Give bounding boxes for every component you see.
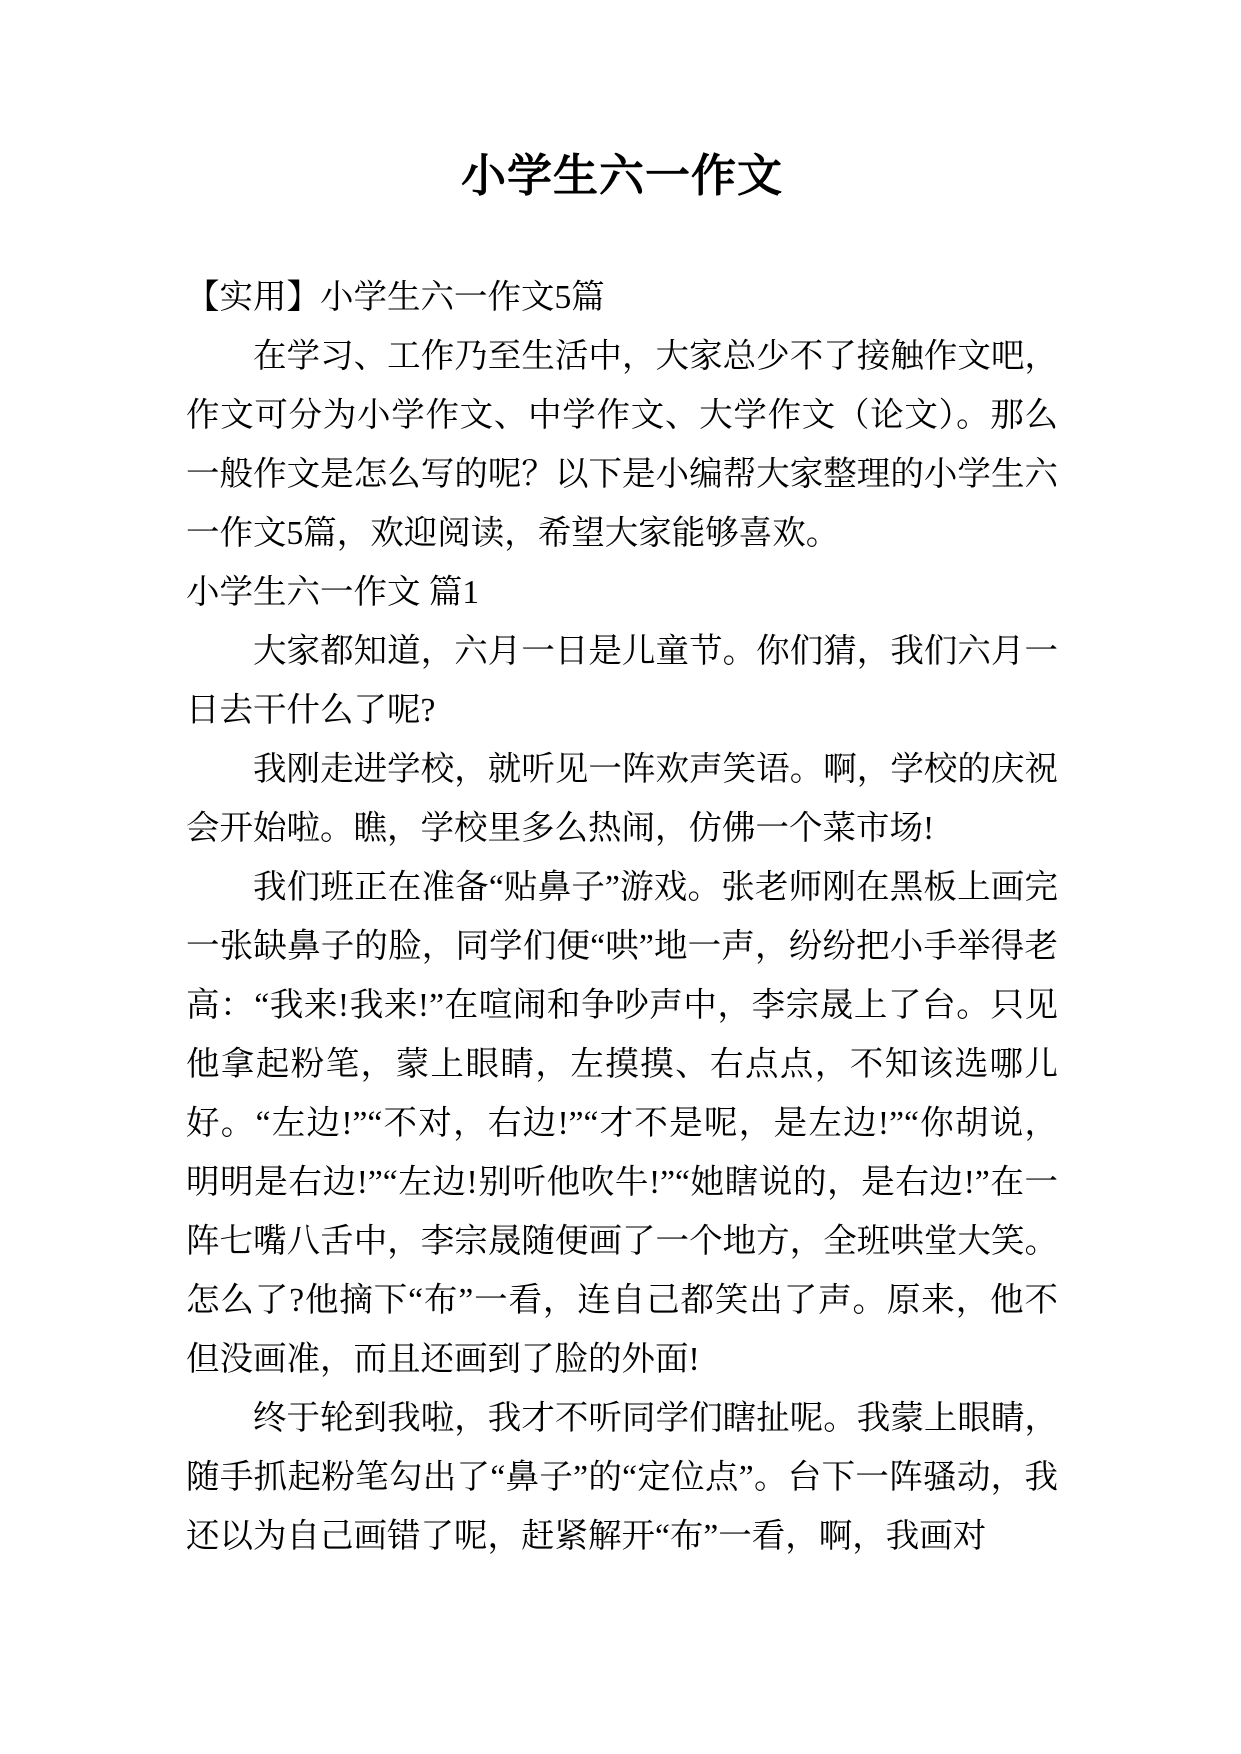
paragraph-body-1: 大家都知道，六月一日是儿童节。你们猜，我们六月一日去干什么了呢? [186,633,1058,729]
document-title-text: 小学生六一作文 [460,151,783,201]
paragraph-intro: 在学习、工作乃至生活中，大家总少不了接触作文吧，作文可分为小学作文、中学作文、大学作文（论文）。那么一般作文是怎么写的呢？以下是小编帮大家整理的小学生六一作文5篇，欢迎阅读，希望大家能够喜欢。 [186,338,1058,552]
paragraph-body-2: 我刚走进学校，就听见一阵欢声笑语。啊，学校的庆祝会开始啦。瞧，学校里多么热闹，仿佛一个菜市场! [186,751,1058,847]
paragraph-section-heading: 小学生六一作文 篇1 [186,574,480,611]
paragraph-body-4: 终于轮到我啦，我才不听同学们瞎扯呢。我蒙上眼睛，随手抓起粉笔勾出了“鼻子”的“定位点”。台下一阵骚动，我还以为自己画错了呢，赶紧解开“布”一看，啊，我画对 [186,1400,1058,1555]
paragraph-subtitle: 【实用】小学生六一作文5篇 [186,279,605,316]
document-body [186,268,1058,1566]
paragraph-body-3: 我们班正在准备“贴鼻子”游戏。张老师刚在黑板上画完一张缺鼻子的脸，同学们便“哄”地一声，纷纷把小手举得老高：“我来!我来!”在喧闹和争吵声中，李宗晟上了台。只见他拿起粉笔，蒙上眼睛，左摸摸、右点点，不知该选哪儿好。“左边!”“不对，右边!”“才不是呢，是左边!”“你胡说，明明是右边!”“左边!别听他吹牛!”“她瞎说的，是右边!”在一阵七嘴八舌中，李宗晟随便画了一个地方，全班哄堂大笑。怎么了?他摘下“布”一看，连自己都笑出了声。原来，他不但没画准，而且还画到了脸的外面! [186,869,1058,1378]
document-title [186,146,1058,206]
